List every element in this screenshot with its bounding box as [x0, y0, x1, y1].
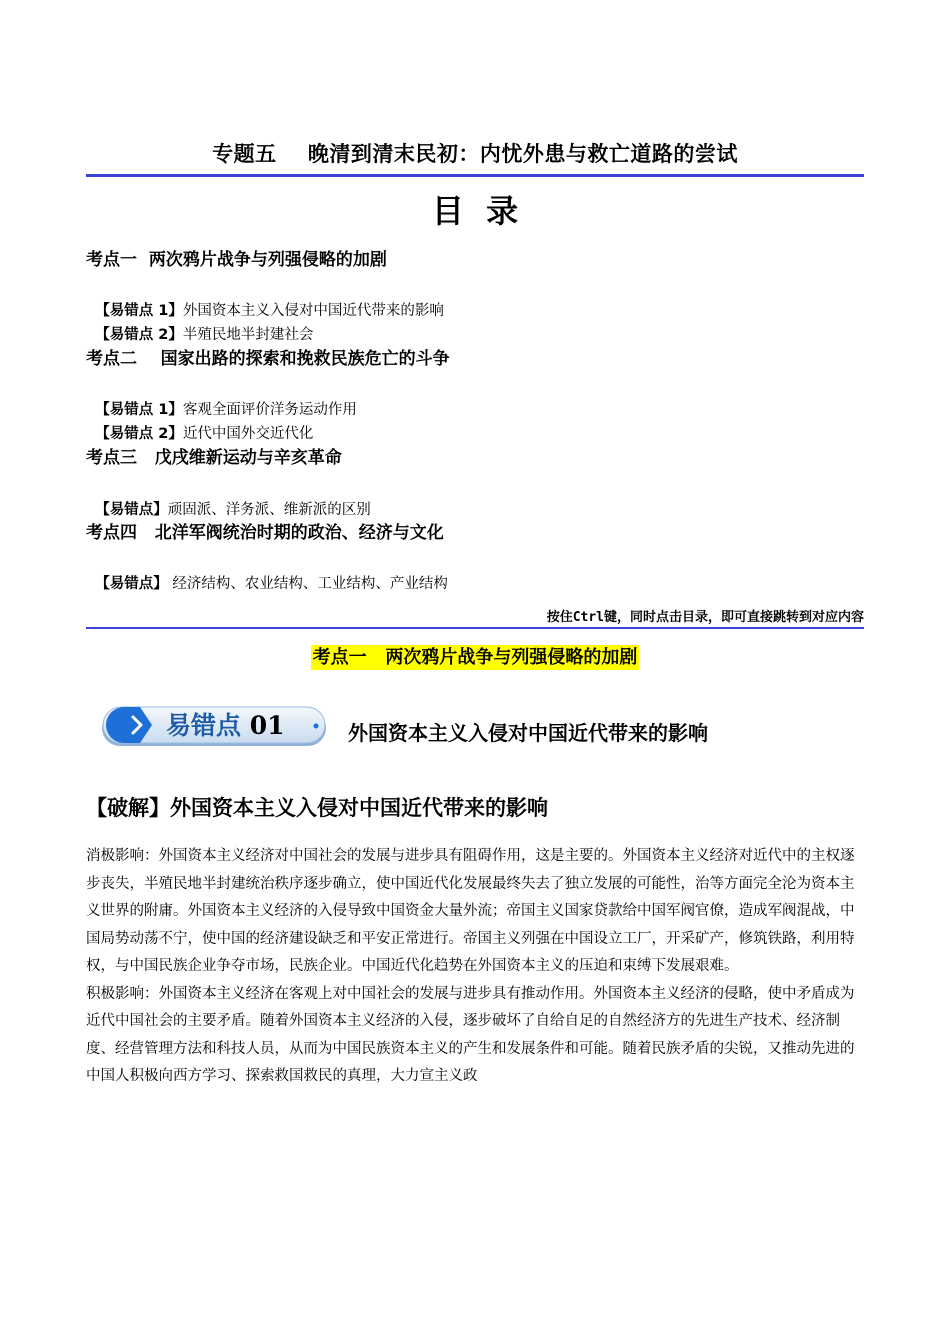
- badge-title: 外国资本主义入侵对中国近代带来的影响: [348, 721, 708, 745]
- toc-item-4-1[interactable]: [86, 556, 448, 593]
- toc-section-2[interactable]: 考点二 国家出路的探索和挽救民族危亡的斗争: [86, 349, 450, 369]
- pojie-heading: 【破解】外国资本主义入侵对中国近代带来的影响: [86, 796, 548, 820]
- toc-item-tag: 【易错点 2】: [95, 327, 183, 343]
- section-banner: [0, 643, 950, 669]
- toc-item-text: 外国资本主义入侵对中国近代带来的影响: [182, 303, 444, 319]
- toc-item-2-2[interactable]: [86, 406, 313, 443]
- toc-item-3-1[interactable]: [86, 482, 371, 519]
- section-banner-text: 考点一 两次鸦片战争与列强侵略的加剧: [312, 647, 638, 668]
- toc-item-1-2[interactable]: [86, 307, 313, 344]
- toc-section-3[interactable]: 考点三 戊戌维新运动与辛亥革命: [86, 448, 342, 468]
- toc-heading: 目 录: [431, 192, 519, 230]
- toc-item-tag: 【易错点 1】: [95, 402, 183, 418]
- toc-item-text: 客观全面评价洋务运动作用: [182, 402, 357, 418]
- toc-section-4[interactable]: 考点四 北洋军阀统治时期的政治、经济与文化: [86, 523, 444, 543]
- toc-item-tag: 【易错点】: [95, 576, 168, 592]
- toc-hint: 按住Ctrl键，同时点击目录，即可直接跳转到对应内容: [546, 610, 864, 625]
- badge-number: 01: [249, 711, 285, 740]
- toc-item-text: 经济结构、农业结构、工业结构、产业结构: [167, 576, 448, 592]
- topic-title: 专题五 晚清到清末民初：内忧外患与救亡道路的尝试: [212, 142, 738, 166]
- badge-label-text: 易错点: [166, 711, 242, 740]
- toc-item-text: 近代中国外交近代化: [182, 426, 314, 442]
- badge-dot-icon: [314, 724, 319, 729]
- toc-divider: [86, 627, 864, 629]
- toc-item-tag: 【易错点】: [95, 502, 168, 518]
- toc-item-text: 半殖民地半封建社会: [182, 327, 314, 343]
- toc-item-tag: 【易错点 1】: [95, 303, 183, 319]
- paragraph-positive: 积极影响：外国资本主义经济在客观上对中国社会的发展与进步具有推动作用。外国资本主义经济的侵略，使中矛盾成为近代中国社会的主要矛盾。随着外国资本主义经济的入侵，逐步破坏了自给自足的自然经济方的先进生产技术、经济制度、经营管理方法和科技人员，从而为中国民族资本主义的产生和发展条件和可能。随着民族矛盾的尖锐，又推动先进的中国人积极向西方学习、探索救国救民的真理，大力宣主义政: [86, 985, 855, 1084]
- body-text: [86, 843, 866, 1091]
- toc-item-tag: 【易错点 2】: [95, 426, 183, 442]
- toc-item-text: 顽固派、洋务派、维新派的区别: [167, 502, 371, 518]
- title-divider: [86, 174, 864, 177]
- toc-section-1[interactable]: 考点一 两次鸦片战争与列强侵略的加剧: [86, 250, 387, 270]
- paragraph-negative: 消极影响：外国资本主义经济对中国社会的发展与进步具有阻碍作用，这是主要的。外国资本主义经济对近代中的主权逐步丧失，半殖民地半封建统治秩序逐步确立，使中国近代化发展最终失去了独立发展的可能性，治等方面完全沦为资本主义世界的附庸。外国资本主义经济的入侵导致中国资金大量外流；帝国主义国家贷款给中国军阀官僚，造成军阀混战，中国局势动荡不宁，使中国的经济建设缺乏和平安正常进行。帝国主义列强在中国设立工厂，开采矿产，修筑铁路，利用特权，与中国民族企业争夺市场，民族企业。中国近代化趋势在外国资本主义的压迫和束缚下发展艰难。: [86, 848, 855, 974]
- badge-label: [166, 706, 285, 742]
